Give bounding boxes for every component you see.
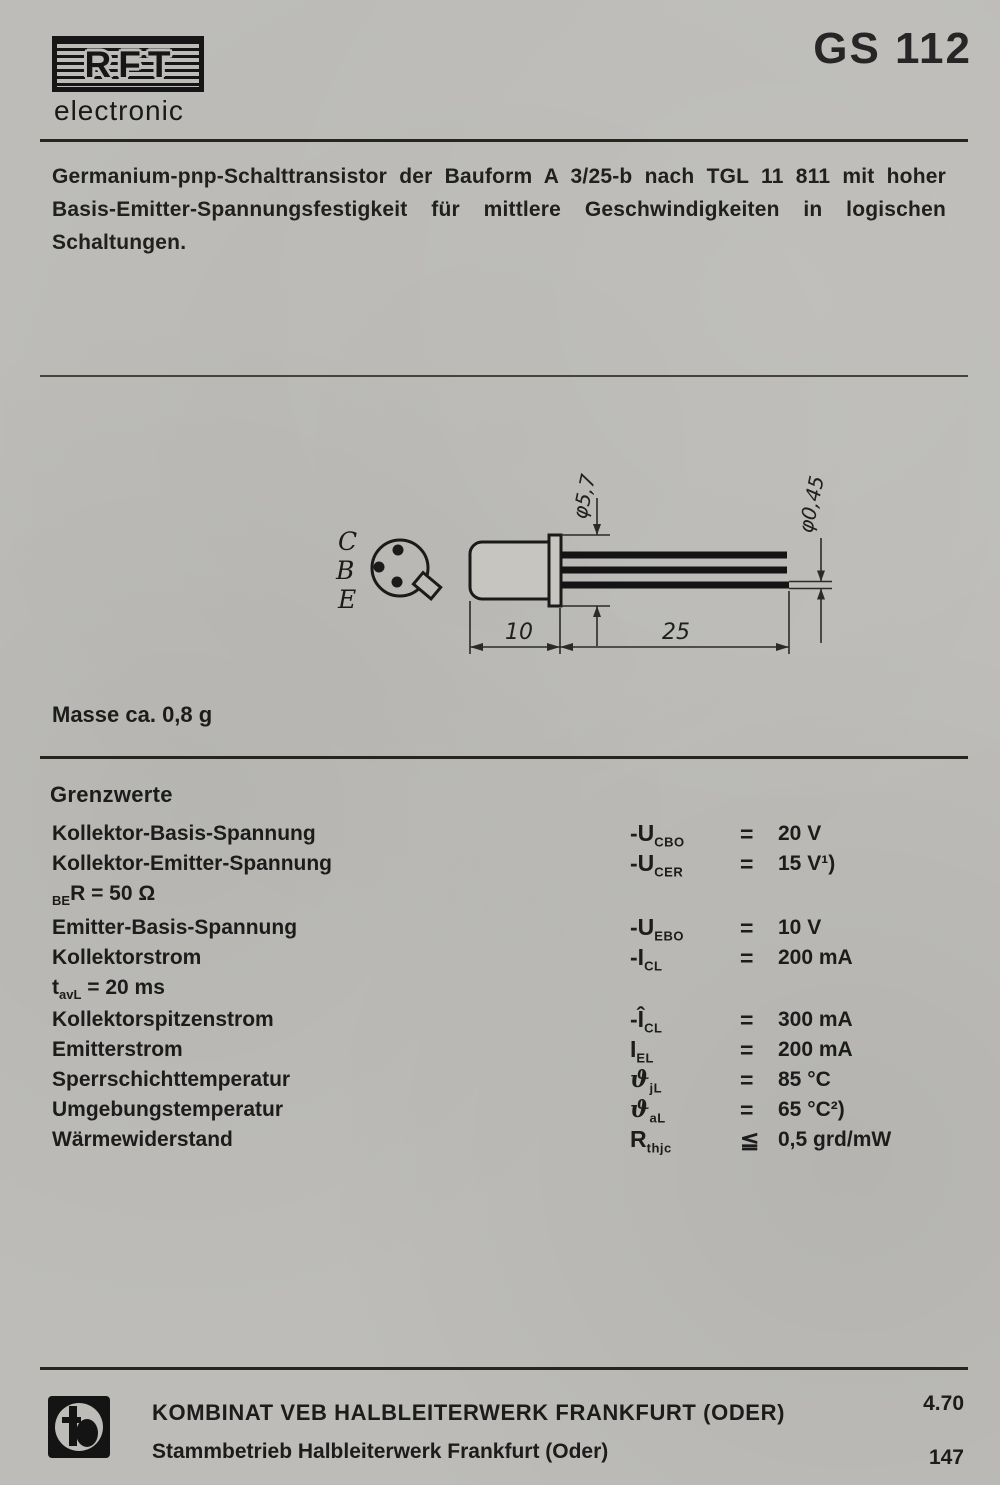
pin-view <box>372 540 441 599</box>
limit-symbol: $-I_{CL}$ <box>630 944 663 974</box>
limit-value: 300 mA <box>778 1008 853 1031</box>
limit-condition: $_{BE}$R = 50 Ω <box>52 882 156 909</box>
limit-relation: = <box>740 1097 754 1123</box>
limit-symbol: $-U_{CBO}$ <box>630 820 685 850</box>
limit-value: 200 mA <box>778 1038 853 1061</box>
limit-relation: = <box>740 1067 754 1093</box>
side-view <box>470 535 789 606</box>
limit-value: 10 V <box>778 916 822 939</box>
limit-symbol: $ϑ_{jL}$ <box>630 1066 663 1096</box>
description-text: Germanium-pnp-Schalttransistor der Bauform A 3/25-b nach TGL 11 811 mit hoher Basis-Emitter-Spannungsfestigkeit für mittlere Geschwindigkeiten in logischen Schaltungen. <box>52 165 946 254</box>
header-divider <box>40 139 968 142</box>
limit-value: 65 °C²) <box>778 1098 845 1121</box>
limit-row <box>52 852 964 882</box>
pin-labels <box>335 527 357 614</box>
pin-label-c: C <box>338 527 358 556</box>
limits-heading: Grenzwerte <box>50 782 173 807</box>
page-number: 147 <box>928 1446 964 1469</box>
limit-value: 20 V <box>778 822 822 845</box>
limit-relation: = <box>740 945 754 971</box>
limit-value: 15 V¹) <box>778 852 836 875</box>
limit-symbol: $I_{EL}$ <box>630 1036 655 1066</box>
date-code: 4.70 <box>923 1392 964 1415</box>
limit-symbol: $-Î_{CL}$ <box>630 1006 663 1036</box>
limit-relation: = <box>740 821 754 847</box>
limit-row <box>52 1068 964 1098</box>
limit-relation: ≦ <box>740 1127 760 1153</box>
limits-divider <box>40 756 968 759</box>
limit-relation: = <box>740 1007 754 1033</box>
limit-row <box>52 822 964 852</box>
limit-condition: $t_{avL} = 20$ ms <box>52 976 165 1003</box>
dim-lead-dia <box>789 538 832 643</box>
limit-row <box>52 1128 964 1158</box>
limit-value: 85 °C <box>778 1068 831 1091</box>
limit-value: 0,5 grd/mW <box>778 1128 892 1151</box>
limit-label: Emitterstrom <box>52 1038 183 1061</box>
limit-row <box>52 1098 964 1128</box>
limit-symbol: $R_{thjc}$ <box>630 1126 672 1156</box>
dim-lead-dia-label: φ0,45 <box>793 473 829 536</box>
limit-relation: = <box>740 851 754 877</box>
limit-symbol: $-U_{EBO}$ <box>630 914 684 944</box>
limit-row <box>52 916 964 946</box>
limit-label: Emitter-Basis-Spannung <box>52 916 298 939</box>
dim-body-length-label: 10 <box>505 620 533 645</box>
rft-logo <box>52 36 204 92</box>
limit-label: Kollektorspitzenstrom <box>52 1008 274 1031</box>
limit-row <box>52 1008 964 1038</box>
pin-label-b: B <box>336 556 355 585</box>
limit-symbol: $-U_{CER}$ <box>630 850 684 880</box>
limit-value: 200 mA <box>778 946 853 969</box>
limit-label: Wärmewiderstand <box>52 1128 233 1151</box>
manufacturer-line2: Stammbetrieb Halbleiterwerk Frankfurt (Oder) <box>152 1440 609 1463</box>
limit-relation: = <box>740 915 754 941</box>
mass-note: Masse ca. 0,8 g <box>52 702 213 727</box>
dim-flange-dia-label: φ5,7 <box>567 472 601 522</box>
package-drawing <box>300 468 860 683</box>
limit-label: Umgebungstemperatur <box>52 1098 284 1121</box>
hfo-logo <box>48 1396 110 1458</box>
dim-lead-length-label: 25 <box>662 620 690 645</box>
leads <box>561 552 789 589</box>
limit-label: Kollektor-Basis-Spannung <box>52 822 316 845</box>
rft-logo-subtitle: electronic <box>54 95 184 126</box>
section-divider-top <box>40 375 968 377</box>
limit-label: Kollektor-Emitter-Spannung <box>52 852 333 875</box>
limit-row <box>52 946 964 976</box>
limit-relation: = <box>740 1037 754 1063</box>
part-number: GS 112 <box>813 24 972 73</box>
pin-label-e: E <box>338 585 357 614</box>
limit-row <box>52 1038 964 1068</box>
limits-table <box>52 822 964 1158</box>
limit-label: Kollektorstrom <box>52 946 202 969</box>
manufacturer-line1: KOMBINAT VEB HALBLEITERWERK FRANKFURT (ODER) <box>152 1400 785 1425</box>
footer-divider <box>40 1367 968 1370</box>
limit-symbol: $ϑ_{aL}$ <box>630 1096 666 1126</box>
rft-logo-text: RFT <box>84 43 178 85</box>
limit-label: Sperrschichttemperatur <box>52 1068 291 1091</box>
